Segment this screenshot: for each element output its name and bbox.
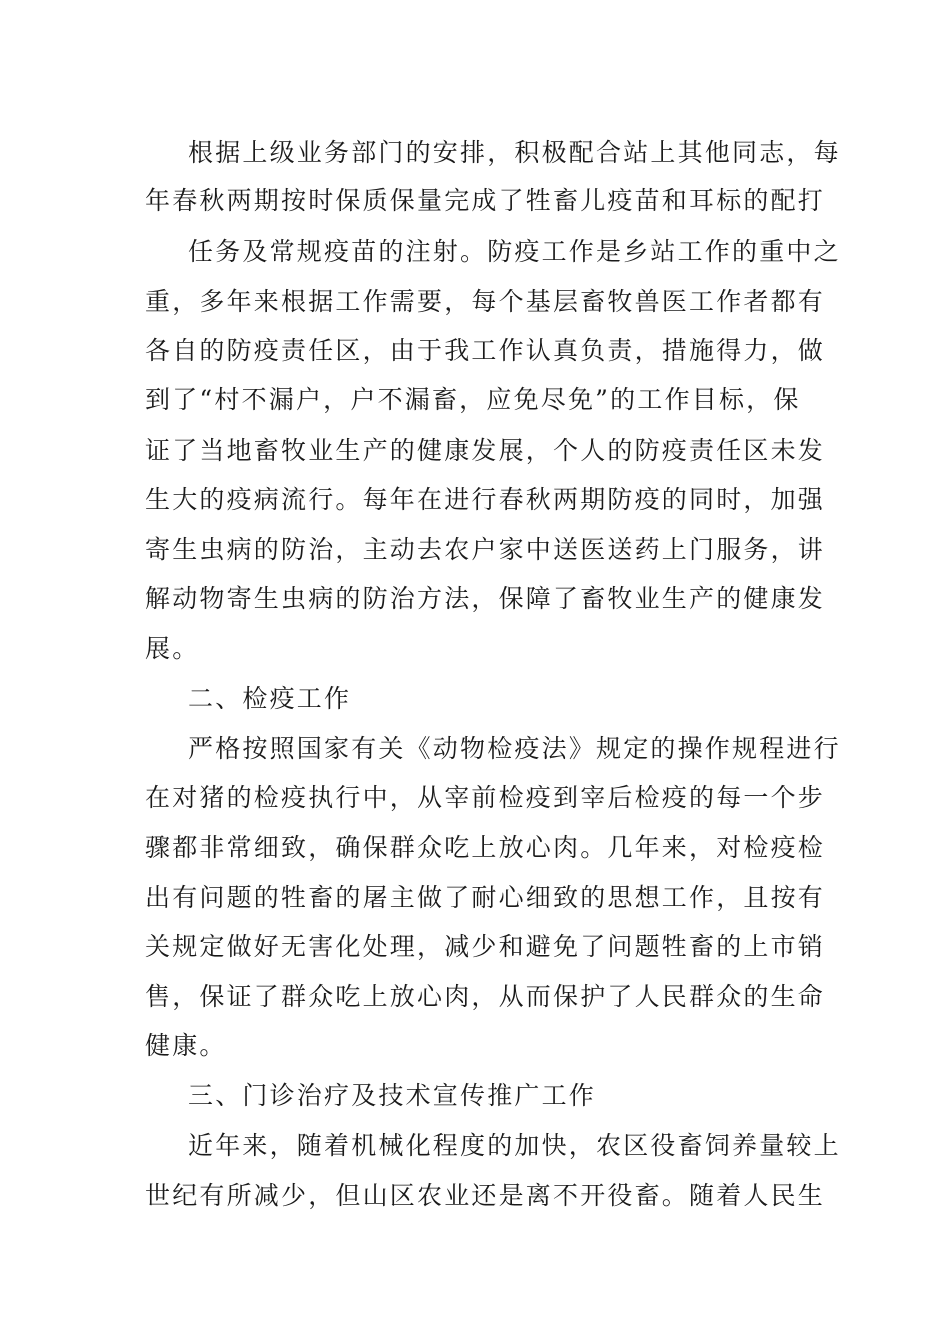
section-heading: 三、门诊治疗及技术宣传推广工作 [188,1081,597,1110]
text-line: 任务及常规疫苗的注射。防疫工作是乡站工作的重中之 [188,237,841,266]
text-line: 健康。 [145,1031,227,1060]
text-line: 年春秋两期按时保质保量完成了牲畜儿疫苗和耳标的配打 [145,186,826,215]
text-line: 证了当地畜牧业生产的健康发展，个人的防疫责任区未发 [145,436,826,465]
text-line: 各自的防疫责任区，由于我工作认真负责，措施得力，做 [145,336,826,365]
text-line: 近年来，随着机械化程度的加快，农区役畜饲养量较上 [188,1131,841,1160]
text-line: 严格按照国家有关《动物检疫法》规定的操作规程进行 [188,734,841,763]
text-line: 骤都非常细致，确保群众吃上放心肉。几年来，对检疫检 [145,833,826,862]
text-line: 到了“村不漏户，户不漏畜，应免尽免”的工作目标，保 [145,385,801,414]
text-line: 重，多年来根据工作需要，每个基层畜牧兽医工作者都有 [145,287,826,316]
text-line: 世纪有所减少，但山区农业还是离不开役畜。随着人民生 [145,1181,826,1210]
text-line: 出有问题的牲畜的屠主做了耐心细致的思想工作，且按有 [145,883,826,912]
text-line: 售，保证了群众吃上放心肉，从而保护了人民群众的生命 [145,982,826,1011]
text-line: 展。 [145,634,200,663]
text-line: 根据上级业务部门的安排，积极配合站上其他同志，每 [188,138,841,167]
text-line: 寄生虫病的防治，主动去农户家中送医送药上门服务，讲 [145,535,826,564]
section-heading: 二、检疫工作 [188,684,352,713]
text-line: 在对猪的检疫执行中，从宰前检疫到宰后检疫的每一个步 [145,783,826,812]
text-line: 关规定做好无害化处理，减少和避免了问题牲畜的上市销 [145,932,826,961]
text-line: 生大的疫病流行。每年在进行春秋两期防疫的同时，加强 [145,485,826,514]
text-line: 解动物寄生虫病的防治方法，保障了畜牧业生产的健康发 [145,584,826,613]
